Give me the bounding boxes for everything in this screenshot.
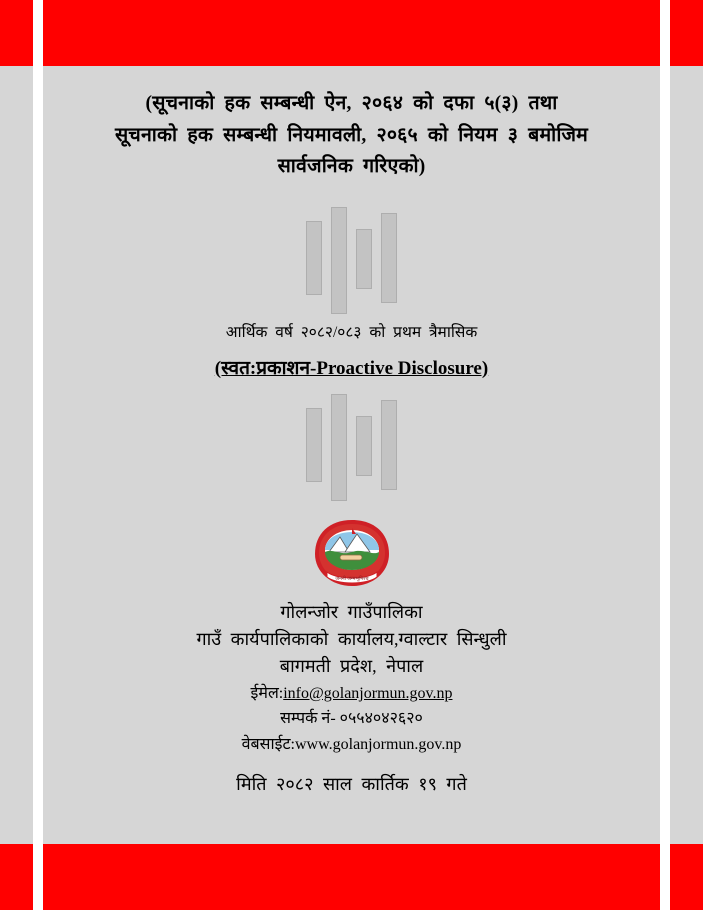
email-label: ईमेल: <box>250 684 284 702</box>
fiscal-year-line: आर्थिक वर्ष २०८२/०८३ को प्रथम त्रैमासिक <box>225 323 478 341</box>
website-label: वेबसाईट: <box>241 736 295 753</box>
ornament-bar <box>381 213 397 303</box>
email-value[interactable]: info@golanjormun.gov.np <box>283 684 453 702</box>
organization-line-2: गाउँ कार्यपालिकाको कार्यालय,ग्वाल्टार सिन्धुली <box>196 629 507 650</box>
top-red-border <box>0 0 703 66</box>
cover-content <box>43 66 660 844</box>
ornament-bar <box>381 400 397 490</box>
heading-line-1: (सूचनाको हक सम्बन्धी ऐन, २०६४ को दफा ५(३) तथा <box>145 93 558 114</box>
svg-text:जननी जन्मभूमिश्च: जननी जन्मभूमिश्च <box>334 576 369 582</box>
organization-line-1: गोलन्जोर गाउँपालिका <box>280 601 423 622</box>
phone-label: सम्पर्क नं- <box>280 710 336 728</box>
border-gap-top-right <box>660 0 670 66</box>
decorative-bars-top <box>61 207 642 312</box>
organization-line-3: बागमती प्रदेश, नेपाल <box>279 656 424 677</box>
right-white-strip <box>660 66 670 844</box>
bottom-red-border <box>0 844 703 910</box>
ornament-bar <box>331 207 347 314</box>
left-edge-panel <box>0 66 33 844</box>
email-line <box>61 681 642 707</box>
disclosure-title: (स्वत:प्रकाशन-Proactive Disclosure) <box>214 357 489 379</box>
organization-address <box>61 599 642 681</box>
legal-reference-heading <box>61 88 642 183</box>
ornament-bar <box>356 416 372 476</box>
phone-value: ०५५४०४२६२० <box>339 710 423 728</box>
right-edge-panel <box>670 66 703 844</box>
ornament-bar <box>356 229 372 289</box>
emblem-container <box>61 513 642 591</box>
publication-date: मिति २०८२ साल कार्तिक १९ गते <box>236 773 467 794</box>
contact-block <box>61 681 642 758</box>
border-gap-bottom-left <box>33 844 43 910</box>
ornament-bar <box>331 394 347 501</box>
nepal-government-emblem-icon <box>307 514 397 590</box>
heading-line-3: सार्वजनिक गरिएको) <box>277 156 426 178</box>
phone-line <box>61 706 642 732</box>
website-line <box>61 732 642 758</box>
website-value[interactable]: www.golanjormun.gov.np <box>295 736 462 753</box>
left-white-strip <box>33 66 43 844</box>
border-gap-top-left <box>33 0 43 66</box>
ornament-bar <box>306 408 322 482</box>
border-gap-bottom-right <box>660 844 670 910</box>
ornament-bar <box>306 221 322 295</box>
decorative-bars-bottom <box>61 394 642 499</box>
heading-line-2: सूचनाको हक सम्बन्धी नियमावली, २०६५ को नियम ३ बमोजिम <box>115 124 588 146</box>
